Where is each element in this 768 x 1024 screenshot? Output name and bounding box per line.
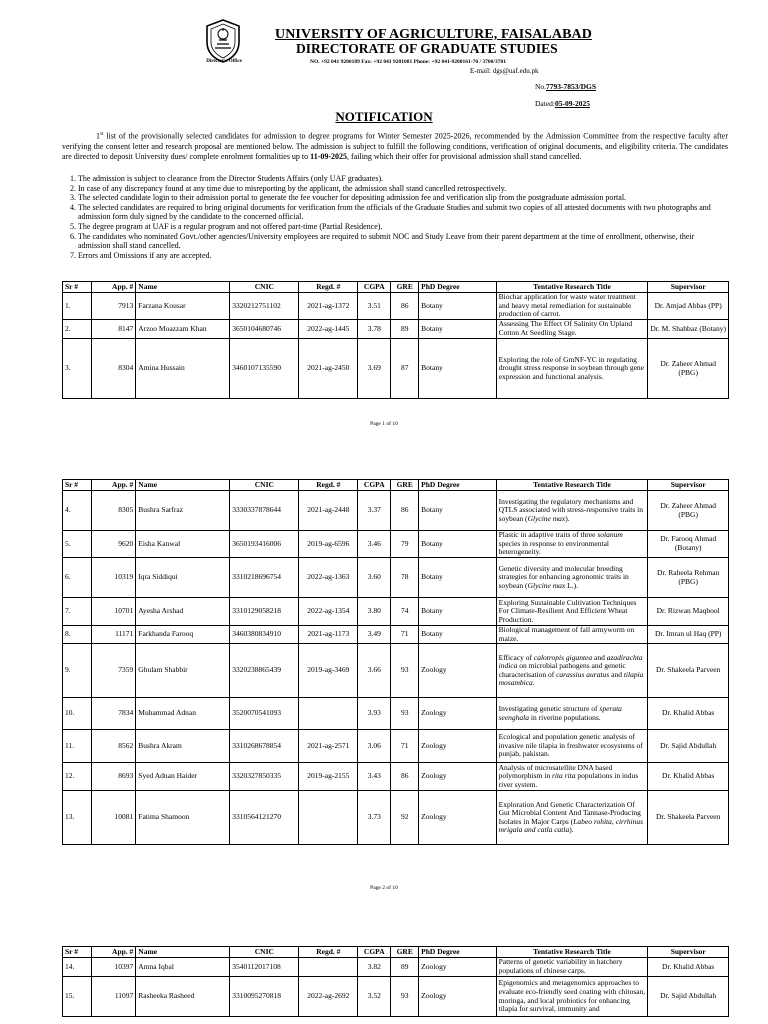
cell-sr: 13.	[63, 791, 92, 845]
cell-regd: 2022-ag-1354	[299, 598, 358, 626]
cell-cgpa: 3.66	[358, 644, 391, 698]
cell-app: 11097	[91, 977, 135, 1017]
cell-name: Eisha Kanwal	[136, 531, 230, 558]
table-header-row	[63, 947, 729, 958]
page-number: Page 2 of 10	[370, 885, 398, 891]
table-row	[63, 531, 729, 558]
cell-gre: 89	[391, 320, 419, 339]
cell-name: Farzana Kousar	[136, 293, 230, 320]
column-header-sup: Supervisor	[648, 947, 729, 958]
logo-caption: Director's Office	[206, 59, 242, 64]
column-header-app: App. #	[91, 480, 135, 491]
cell-name: Bushra Sarfraz	[136, 491, 230, 531]
cell-phd: Botany	[419, 626, 496, 644]
cell-regd: 2021-ag-1372	[299, 293, 358, 320]
conditions-list-wrapper	[62, 174, 728, 260]
cell-regd: 2022-ag-1445	[299, 320, 358, 339]
cell-regd: 2021-ag-2571	[299, 730, 358, 763]
cell-cnic: 3520070541093	[230, 698, 299, 730]
cell-title: Exploration And Genetic Characterization Of Gut Microbial Content And Tannase-Producing Isolates in Major Carps (Labeo rohita, cirrhinus mrigala and catla catla).	[496, 791, 648, 845]
cell-app: 8693	[91, 763, 135, 791]
cell-regd: 2022-ag-2692	[299, 977, 358, 1017]
cell-sup: Dr. Khalid Abbas	[648, 763, 729, 791]
cell-phd: Zoology	[419, 730, 496, 763]
column-header-sr: Sr #	[63, 480, 92, 491]
cell-cgpa: 3.46	[358, 531, 391, 558]
cell-cgpa: 3.43	[358, 763, 391, 791]
cell-sr: 3.	[63, 339, 92, 399]
cell-sup: Dr. Shakeela Parveen	[648, 791, 729, 845]
cell-name: Ghulam Shabbir	[136, 644, 230, 698]
column-header-cgpa: CGPA	[358, 282, 391, 293]
cell-sup: Dr. M. Shahbaz (Botany)	[648, 320, 729, 339]
cell-regd: 2021-ag-2450	[299, 339, 358, 399]
cell-phd: Zoology	[419, 958, 496, 977]
column-header-title: Tentative Research Title	[496, 480, 648, 491]
cell-sr: 4.	[63, 491, 92, 531]
cell-cnic: 3320327850335	[230, 763, 299, 791]
cell-cnic: 3330337878644	[230, 491, 299, 531]
cell-sr: 11.	[63, 730, 92, 763]
cell-regd	[299, 698, 358, 730]
cell-cgpa: 3.80	[358, 598, 391, 626]
university-name: UNIVERSITY OF AGRICULTURE, FAISALABAD	[275, 27, 592, 42]
candidates-table	[62, 946, 729, 1017]
cell-name: Fatima Shamoon	[136, 791, 230, 845]
cell-app: 10701	[91, 598, 135, 626]
cell-cnic: 3310129058218	[230, 598, 299, 626]
cell-gre: 86	[391, 293, 419, 320]
condition-item: 3. The selected candidate login to their admission portal to generate the fee voucher for depositing admission fee and verification slip from the postgraduate admission portal.	[78, 193, 728, 203]
table-row	[63, 698, 729, 730]
column-header-phd: PhD Degree	[419, 947, 496, 958]
table-row	[63, 730, 729, 763]
cell-cgpa: 3.06	[358, 730, 391, 763]
cell-name: Syed Adnan Haider	[136, 763, 230, 791]
notification-date	[535, 99, 590, 108]
cell-cgpa: 3.93	[358, 698, 391, 730]
cell-app: 10081	[91, 791, 135, 845]
cell-regd: 2021-ag-1173	[299, 626, 358, 644]
cell-name: Bushra Akram	[136, 730, 230, 763]
intro-ordinal-suffix: st	[100, 132, 104, 137]
cell-sup: Dr. Zaheer Ahmad (PBG)	[648, 339, 729, 399]
table-row	[63, 644, 729, 698]
column-header-sup: Supervisor	[648, 480, 729, 491]
notification-title: NOTIFICATION	[335, 109, 433, 124]
cell-sr: 6.	[63, 558, 92, 598]
cell-phd: Zoology	[419, 763, 496, 791]
candidates-table	[62, 479, 729, 845]
cell-regd	[299, 958, 358, 977]
cell-app: 8305	[91, 491, 135, 531]
intro-paragraph	[62, 130, 728, 162]
reference-prefix: No.	[535, 82, 547, 91]
cell-sr: 5.	[63, 531, 92, 558]
cell-app: 9620	[91, 531, 135, 558]
cell-title: Assessing The Effect Of Salinity On Upland Cotton At Seedling Stage.	[496, 320, 648, 339]
cell-gre: 79	[391, 531, 419, 558]
column-header-phd: PhD Degree	[419, 282, 496, 293]
table-row	[63, 320, 729, 339]
cell-title: Genetic diversity and molecular breeding strategies for enhancing agronomic traits in soybean (Glycine max L.).	[496, 558, 648, 598]
cell-title: Biological management of fall armyworm on maize.	[496, 626, 648, 644]
column-header-app: App. #	[91, 947, 135, 958]
cell-name: Rasheeka Rasheed	[136, 977, 230, 1017]
cell-app: 7359	[91, 644, 135, 698]
table-row	[63, 598, 729, 626]
cell-gre: 71	[391, 626, 419, 644]
cell-name: Amina Hussain	[136, 339, 230, 399]
cell-cgpa: 3.52	[358, 977, 391, 1017]
table-row	[63, 977, 729, 1017]
cell-title: Investigating the regulatory mechanisms and QTLS associated with stress-responsive traits in soybean (Glycine max).	[496, 491, 648, 531]
column-header-sr: Sr #	[63, 282, 92, 293]
cell-sup: Dr. Zaheer Ahmad (PBG)	[648, 491, 729, 531]
column-header-cnic: CNIC	[230, 947, 299, 958]
cell-title: Epigenomics and metagenomics approaches to evaluate eco-friendly seed coating with chitosan, moringa, and local probiotics for enhancing tilapia for survival, immunity and	[496, 977, 648, 1017]
table-header-row	[63, 282, 729, 293]
intro-deadline: 11-09-2025	[310, 151, 348, 161]
cell-sr: 14.	[63, 958, 92, 977]
column-header-regd: Regd. #	[299, 282, 358, 293]
cell-cgpa: 3.69	[358, 339, 391, 399]
column-header-phd: PhD Degree	[419, 480, 496, 491]
table-row	[63, 791, 729, 845]
candidates-table	[62, 281, 729, 399]
cell-regd: 2019-ag-3469	[299, 644, 358, 698]
cell-cgpa: 3.37	[358, 491, 391, 531]
column-header-cnic: CNIC	[230, 282, 299, 293]
column-header-title: Tentative Research Title	[496, 282, 648, 293]
cell-name: Arzoo Moazzam Khan	[136, 320, 230, 339]
cell-gre: 89	[391, 958, 419, 977]
cell-name: Iqra Siddiqui	[136, 558, 230, 598]
cell-cnic: 3650104680746	[230, 320, 299, 339]
cell-cnic: 3650193416006	[230, 531, 299, 558]
table-row	[63, 558, 729, 598]
column-header-sup: Supervisor	[648, 282, 729, 293]
cell-cgpa: 3.73	[358, 791, 391, 845]
cell-cnic: 3460107135590	[230, 339, 299, 399]
column-header-sr: Sr #	[63, 947, 92, 958]
reference-number	[535, 82, 596, 91]
cell-app: 7913	[91, 293, 135, 320]
cell-cgpa: 3.49	[358, 626, 391, 644]
column-header-name: Name	[136, 282, 230, 293]
cell-cnic: 3320238865439	[230, 644, 299, 698]
cell-phd: Botany	[419, 320, 496, 339]
page-number: Page 1 of 10	[370, 421, 398, 427]
table-row	[63, 339, 729, 399]
cell-sr: 2.	[63, 320, 92, 339]
table-row	[63, 293, 729, 320]
cell-title: Patterns of genetic variability in hatchery populations of chinese carps.	[496, 958, 648, 977]
column-header-title: Tentative Research Title	[496, 947, 648, 958]
table-row	[63, 491, 729, 531]
cell-sup: Dr. Farooq Ahmad (Botany)	[648, 531, 729, 558]
dated-value: 05-09-2025	[555, 99, 590, 108]
directorate-name: DIRECTORATE OF GRADUATE STUDIES	[296, 41, 558, 56]
cell-cnic: 3310095270818	[230, 977, 299, 1017]
reference-value: 7793-7853/DGS	[546, 82, 597, 91]
cell-sr: 8.	[63, 626, 92, 644]
table-row	[63, 763, 729, 791]
cell-regd: 2022-ag-1363	[299, 558, 358, 598]
cell-phd: Zoology	[419, 698, 496, 730]
cell-gre: 74	[391, 598, 419, 626]
column-header-gre: GRE	[391, 480, 419, 491]
cell-app: 10319	[91, 558, 135, 598]
cell-phd: Botany	[419, 558, 496, 598]
cell-phd: Zoology	[419, 644, 496, 698]
cell-sr: 1.	[63, 293, 92, 320]
conditions-list	[62, 174, 728, 260]
cell-phd: Zoology	[419, 791, 496, 845]
condition-item: 2. In case of any discrepancy found at any time due to misreporting by the applicant, the admission shall stand cancelled retrospectively.	[78, 184, 728, 194]
cell-app: 7834	[91, 698, 135, 730]
cell-sup: Dr. Shakeela Parveen	[648, 644, 729, 698]
cell-app: 10397	[91, 958, 135, 977]
cell-sr: 9.	[63, 644, 92, 698]
condition-item: 7. Errors and Omissions if any are accepted.	[78, 251, 728, 261]
cell-phd: Botany	[419, 293, 496, 320]
cell-cnic: 3310268678854	[230, 730, 299, 763]
column-header-name: Name	[136, 947, 230, 958]
cell-title: Biochar application for waste water treatment and heavy metal remediation for sustainable production of carrot.	[496, 293, 648, 320]
cell-title: Analysis of microsatellite DNA based polymorphism in rita rita populations in indus river system.	[496, 763, 648, 791]
cell-phd: Botany	[419, 491, 496, 531]
cell-name: Amna Iqbal	[136, 958, 230, 977]
cell-gre: 71	[391, 730, 419, 763]
column-header-cnic: CNIC	[230, 480, 299, 491]
cell-gre: 93	[391, 698, 419, 730]
cell-sup: Dr. Amjad Abbas (PP)	[648, 293, 729, 320]
column-header-regd: Regd. #	[299, 480, 358, 491]
column-header-gre: GRE	[391, 282, 419, 293]
condition-item: 5. The degree program at UAF is a regular program and not offered part-time (Partial Residence).	[78, 222, 728, 232]
cell-phd: Zoology	[419, 977, 496, 1017]
column-header-app: App. #	[91, 282, 135, 293]
cell-gre: 87	[391, 339, 419, 399]
cell-sr: 7.	[63, 598, 92, 626]
cell-title: Exploring the role of GmNF-YC in regulating drought stress response in soybean through gene expression and functional analysis.	[496, 339, 648, 399]
cell-cgpa: 3.78	[358, 320, 391, 339]
contact-info: NO. +92 041 9200189 Fax: +92 041 9201081 Phone: +92 041-9200161-70 / 3700/3701	[310, 59, 506, 65]
intro-ending: , failing which their offer for provisional admission shall stand cancelled.	[347, 151, 582, 161]
cell-app: 11171	[91, 626, 135, 644]
cell-name: Muhammad Adnan	[136, 698, 230, 730]
cell-regd: 2019-ag-6596	[299, 531, 358, 558]
condition-item: 6. The candidates who nominated Govt./other agencies/University employees are required to submit NOC and Study Leave from their parent department at the time of enrollment, otherwise, their admission shall stand cancelled.	[78, 232, 728, 251]
cell-app: 8147	[91, 320, 135, 339]
cell-cnic: 3310218696754	[230, 558, 299, 598]
cell-title: Ecological and population genetic analysis of invasive nile tilapia in freshwater ecosystems of punjab, pakistan.	[496, 730, 648, 763]
cell-regd: 2021-ag-2448	[299, 491, 358, 531]
cell-cnic: 3460380834910	[230, 626, 299, 644]
table-row	[63, 626, 729, 644]
cell-name: Farkhanda Farooq	[136, 626, 230, 644]
cell-phd: Botany	[419, 531, 496, 558]
intro-body: list of the provisionally selected candidates for admission to degree programs for Winter Semester 2025-2026, recommended by the Admission Committee from the respective faculty after verifying the consent letter and research proposal are mentioned below. The admission is subject to fulfill the following conditions, verification of original documents, and eligibility criteria. The candidates are directed to deposit University dues/ complete enrolment formalities up to	[62, 131, 728, 161]
cell-name: Ayesha Arshad	[136, 598, 230, 626]
cell-sr: 10.	[63, 698, 92, 730]
cell-cnic: 3320212751102	[230, 293, 299, 320]
cell-sup: Dr. Sajid Abdullah	[648, 730, 729, 763]
cell-sr: 15.	[63, 977, 92, 1017]
cell-app: 8304	[91, 339, 135, 399]
cell-sup: Dr. Khalid Abbas	[648, 958, 729, 977]
condition-item: 4. The selected candidates are required to bring original documents for verification from the officials of the Graduate Studies and submit two copies of all attested documents with two photographs and admission form duly signed by the candidate to the concerned official.	[78, 203, 728, 222]
cell-cgpa: 3.82	[358, 958, 391, 977]
intro-ordinal: 1	[96, 131, 100, 141]
cell-phd: Botany	[419, 598, 496, 626]
email-address: E-mail: dgs@uaf.edu.pk	[470, 67, 539, 75]
cell-cnic: 3310564121270	[230, 791, 299, 845]
cell-title: Plastic in adaptive traits of three solanum species in response to environmental heterogeneity.	[496, 531, 648, 558]
column-header-gre: GRE	[391, 947, 419, 958]
cell-cgpa: 3.60	[358, 558, 391, 598]
cell-gre: 93	[391, 644, 419, 698]
cell-sup: Dr. Sajid Abdullah	[648, 977, 729, 1017]
table-header-row	[63, 480, 729, 491]
cell-title: Efficacy of calotropis gigantea and azadirachta indica on microbial pathogens and genetic characterisation of carassius auratus and tilapia mosambica.	[496, 644, 648, 698]
column-header-name: Name	[136, 480, 230, 491]
column-header-regd: Regd. #	[299, 947, 358, 958]
cell-app: 8562	[91, 730, 135, 763]
cell-sr: 12.	[63, 763, 92, 791]
cell-sup: Dr. Imran ul Haq (PP)	[648, 626, 729, 644]
cell-title: Exploring Sustainable Cultivation Techniques For Climate-Resilient And Efficient Wheat Production.	[496, 598, 648, 626]
cell-gre: 92	[391, 791, 419, 845]
cell-gre: 86	[391, 491, 419, 531]
dated-prefix: Dated:	[535, 99, 555, 108]
cell-gre: 78	[391, 558, 419, 598]
column-header-cgpa: CGPA	[358, 947, 391, 958]
table-row	[63, 958, 729, 977]
cell-title: Investigating genetic structure of sperata seenghala in riverine populations.	[496, 698, 648, 730]
cell-cgpa: 3.51	[358, 293, 391, 320]
cell-regd	[299, 791, 358, 845]
cell-phd: Botany	[419, 339, 496, 399]
condition-item: 1. The admission is subject to clearance from the Director Students Affairs (only UAF graduates).	[78, 174, 728, 184]
university-crest-logo	[203, 18, 243, 64]
cell-gre: 86	[391, 763, 419, 791]
cell-regd: 2019-ag-2155	[299, 763, 358, 791]
cell-sup: Dr. Khalid Abbas	[648, 698, 729, 730]
cell-cnic: 3540112017108	[230, 958, 299, 977]
cell-gre: 93	[391, 977, 419, 1017]
column-header-cgpa: CGPA	[358, 480, 391, 491]
cell-sup: Dr. Raheela Rehman (PBG)	[648, 558, 729, 598]
cell-sup: Dr. Rizwan Maqbool	[648, 598, 729, 626]
